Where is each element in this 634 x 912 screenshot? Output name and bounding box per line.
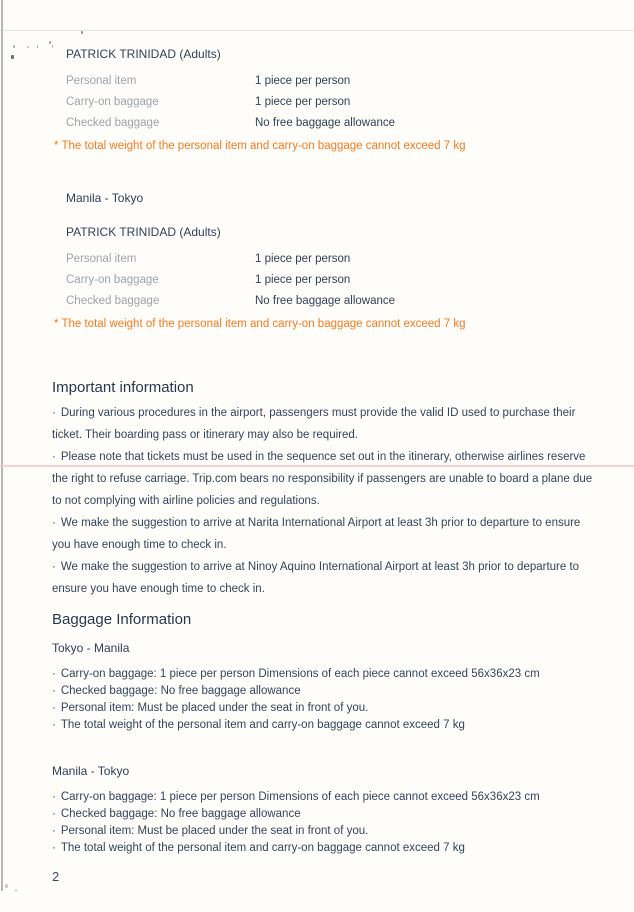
paragraph-line: the right to refuse carriage. Trip.com bears no responsibility if passengers are unable to board a plane due: [52, 473, 593, 485]
baggage-allowance-table: [66, 74, 606, 137]
baggage-rule: Personal item: Must be placed under the seat in front of you.: [60, 825, 369, 837]
list-item: [52, 717, 597, 734]
important-information-heading: Important information: [52, 379, 194, 396]
allowance-label: Carry-on baggage: [66, 96, 159, 108]
list-item: [52, 446, 597, 512]
baggage-allowance-table: [66, 252, 606, 315]
list-item: [52, 666, 597, 683]
paragraph-line: We make the suggestion to arrive at Ninoy Aquino International Airport at least 3h prior to departure to: [60, 561, 580, 573]
baggage-rule: Carry-on baggage: 1 piece per person Dimensions of each piece cannot exceed 56x36x23 cm: [60, 791, 540, 803]
bullet-icon: ·: [52, 407, 56, 419]
scan-left-edge-line: [1, 0, 3, 891]
table-row: [66, 252, 606, 273]
table-row: [66, 294, 606, 315]
important-information-list: [52, 402, 597, 600]
paragraph-line: you have enough time to check in.: [52, 539, 227, 551]
allowance-label: Checked baggage: [66, 295, 160, 307]
list-item: [52, 789, 597, 806]
scan-speck: [52, 45, 53, 48]
baggage-section-manila-tokyo: [52, 764, 597, 857]
bullet-icon: ·: [52, 791, 56, 803]
list-item: [52, 823, 597, 840]
baggage-rule: Personal item: Must be placed under the seat in front of you.: [60, 702, 369, 714]
table-row: [66, 95, 606, 116]
list-item: [52, 840, 597, 857]
weight-warning-note: * The total weight of the personal item and carry-on baggage cannot exceed 7 kg: [54, 140, 466, 152]
scan-speck: [15, 889, 17, 892]
list-item: [52, 556, 597, 600]
scan-speck: [27, 46, 29, 48]
bullet-icon: ·: [52, 451, 56, 463]
allowance-value: 1 piece per person: [255, 253, 351, 265]
page-number: 2: [52, 869, 60, 884]
paragraph-line: ensure you have enough time to check in.: [52, 583, 265, 595]
paragraph-line: During various procedures in the airport, passengers must provide the valid ID used to purchase their: [60, 407, 576, 419]
scan-speck: [49, 41, 51, 44]
allowance-label: Personal item: [66, 75, 137, 87]
scan-speck: [81, 31, 83, 34]
passenger-name: PATRICK TRINIDAD (Adults): [66, 47, 221, 61]
allowance-value: 1 piece per person: [255, 75, 351, 87]
allowance-label: Checked baggage: [66, 117, 160, 129]
list-item: [52, 806, 597, 823]
bullet-icon: ·: [52, 808, 56, 820]
bullet-icon: ·: [52, 668, 56, 680]
bullet-icon: ·: [52, 561, 56, 573]
scan-top-line: [0, 30, 634, 31]
allowance-label: Carry-on baggage: [66, 274, 159, 286]
bullet-icon: ·: [52, 825, 56, 837]
route-header-manila-tokyo: Manila - Tokyo: [52, 764, 130, 778]
bullet-icon: ·: [52, 842, 56, 854]
paragraph-line: We make the suggestion to arrive at Narita International Airport at least 3h prior to departure to ensure: [60, 517, 581, 529]
list-item: [52, 512, 597, 556]
baggage-rules-list: [52, 666, 597, 734]
route-header-manila-tokyo: Manila - Tokyo: [66, 191, 144, 205]
baggage-rule: The total weight of the personal item and carry-on baggage cannot exceed 7 kg: [60, 842, 465, 854]
paragraph-line: to not complying with airline policies and regulations.: [52, 495, 320, 507]
paragraph-line: Please note that tickets must be used in the sequence set out in the itinerary, otherwise airlines reserve: [60, 451, 586, 463]
allowance-value: No free baggage allowance: [255, 117, 396, 129]
bullet-icon: ·: [52, 702, 56, 714]
weight-warning-note: * The total weight of the personal item and carry-on baggage cannot exceed 7 kg: [54, 318, 466, 330]
scan-speck: [37, 45, 38, 48]
bullet-icon: ·: [52, 685, 56, 697]
baggage-rule: Carry-on baggage: 1 piece per person Dimensions of each piece cannot exceed 56x36x23 cm: [60, 668, 540, 680]
list-item: [52, 700, 597, 717]
baggage-information-heading: Baggage Information: [52, 611, 192, 628]
table-row: [66, 116, 606, 137]
flight-section-1-passenger-block: [54, 47, 606, 154]
scan-speck: [11, 55, 14, 59]
bullet-icon: ·: [52, 719, 56, 731]
allowance-value: 1 piece per person: [255, 96, 351, 108]
table-row: [66, 74, 606, 95]
scan-speck: [5, 884, 8, 888]
allowance-label: Personal item: [66, 253, 137, 265]
list-item: [52, 683, 597, 700]
flight-section-2-passenger-block: [54, 225, 606, 332]
baggage-rule: Checked baggage: No free baggage allowance: [60, 685, 301, 697]
bullet-icon: ·: [52, 517, 56, 529]
baggage-section-tokyo-manila: [52, 641, 597, 734]
allowance-value: 1 piece per person: [255, 274, 351, 286]
route-header-tokyo-manila: Tokyo - Manila: [52, 641, 130, 655]
baggage-rule: Checked baggage: No free baggage allowance: [60, 808, 301, 820]
passenger-name: PATRICK TRINIDAD (Adults): [66, 225, 221, 239]
allowance-value: No free baggage allowance: [255, 295, 396, 307]
baggage-rule: The total weight of the personal item and carry-on baggage cannot exceed 7 kg: [60, 719, 465, 731]
paragraph-line: ticket. Their boarding pass or itinerary may also be required.: [52, 429, 358, 441]
scan-speck: [13, 45, 15, 48]
table-row: [66, 273, 606, 294]
list-item: [52, 402, 597, 446]
baggage-rules-list: [52, 789, 597, 857]
